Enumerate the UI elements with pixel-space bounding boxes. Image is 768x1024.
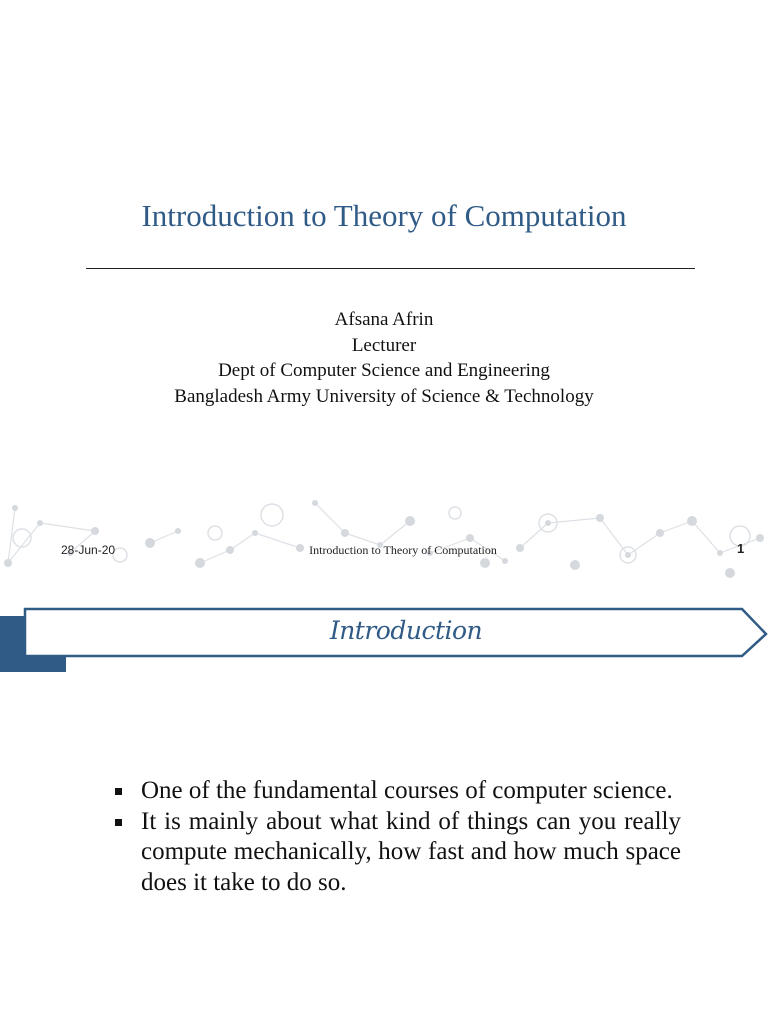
bullet-list [113,776,681,898]
footer-title: Introduction to Theory of Computation [309,543,497,557]
title-divider [86,268,695,269]
introduction-slide [0,578,768,1024]
bullet-text: One of the fundamental courses of computer science. [141,777,673,804]
list-item [113,776,681,807]
slide-heading: Introduction [329,616,483,645]
footer-page-number: 1 [737,541,745,556]
bullet-text: It is mainly about what kind of things can you really compute mechanically, how fast and how much space does it take to do so. [141,807,681,896]
author-role: Lecturer [351,334,417,356]
network-background-graphic [0,493,768,578]
author-block [0,307,768,409]
bullet-square-icon [115,788,122,795]
slide-title: Introduction to Theory of Computation [141,198,627,233]
author-department: Dept of Computer Science and Engineering [218,360,550,381]
author-name: Afsana Afrin [334,309,434,330]
list-item [113,807,681,899]
footer-date: 28-Jun-20 [61,543,116,557]
author-university: Bangladesh Army University of Science & Technology [174,385,594,407]
bullet-square-icon [115,819,122,826]
